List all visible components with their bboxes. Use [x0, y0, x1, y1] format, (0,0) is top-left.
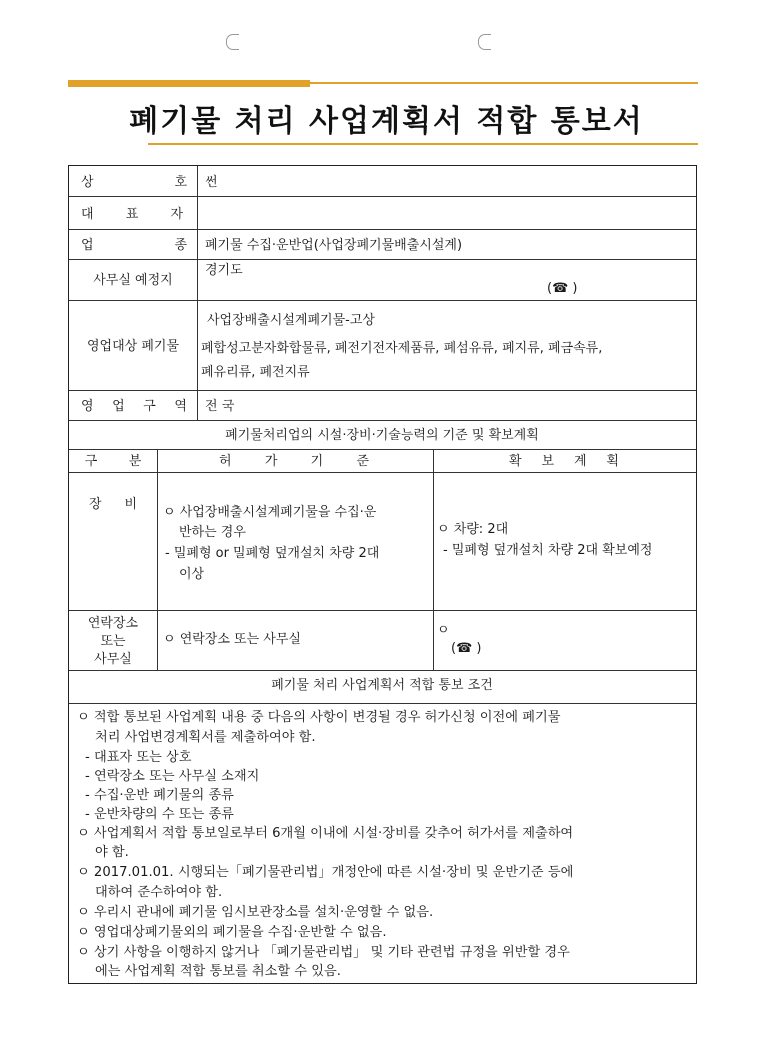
condition-line: ㅇ 사업계획서 적합 통보일로부터 6개월 이내에 시설·장비를 갖추어 허가서를 제출하여 [77, 826, 574, 841]
header-plan: 확 보 계 획 [509, 454, 619, 469]
company-value: 썬 [205, 175, 218, 190]
business-area-value: 전 국 [205, 399, 235, 414]
equipment-plan-line: ㅇ 차량: 2대 [437, 522, 509, 537]
office-label-line: 또는 [100, 634, 126, 649]
representative-label: 대 표 자 [81, 207, 183, 222]
business-area-label: 영 업 구 역 [81, 399, 187, 414]
condition-line: 처리 사업변경계획서를 제출하여야 함. [95, 730, 316, 745]
business-type-value: 폐기물 수집·운반업(사업장폐기물배출시설계) [205, 238, 463, 253]
header-permit: 허 가 기 준 [219, 454, 369, 469]
condition-line: 에는 사업계획 적합 통보를 취소할 수 있음. [95, 964, 341, 979]
punch-hole-left [226, 34, 239, 50]
office-permit: ㅇ 연락장소 또는 사무실 [163, 632, 301, 647]
company-label: 상 호 [81, 175, 187, 190]
equipment-permit-line: 이상 [179, 567, 205, 582]
equipment-permit-line: 반하는 경우 [179, 525, 246, 540]
condition-line: - 수집·운반 폐기물의 종류 [85, 788, 234, 803]
office-site-phone: (☎ ) [547, 281, 578, 296]
notice-form [68, 165, 697, 984]
condition-line: ㅇ 2017.01.01. 시행되는「폐기물관리법」개정안에 따른 시설·장비 및 운반기준 등에 [77, 865, 574, 880]
condition-line: ㅇ 적합 통보된 사업계획 내용 중 다음의 사항이 변경될 경우 허가신청 이전에 폐기물 [77, 710, 561, 725]
condition-line: ㅇ 영업대상폐기물외의 폐기물을 수집·운반할 수 없음. [77, 925, 387, 940]
condition-line: 야 함. [95, 845, 129, 860]
header-division: 구 분 [84, 454, 142, 469]
office-label-line: 연락장소 [87, 616, 139, 631]
target-waste-line: 폐합성고분자화합물류, 폐전기전자제품류, 폐섬유류, 폐지류, 폐금속류, [201, 341, 603, 356]
conditions-section-title: 폐기물 처리 사업계획서 적합 통보 조건 [271, 678, 493, 693]
document-title: 폐기물 처리 사업계획서 적합 통보서 [129, 104, 644, 139]
condition-line: - 운반차량의 수 또는 종류 [85, 807, 234, 822]
office-label-line: 사무실 [94, 652, 132, 667]
condition-line: 대하여 준수하여야 함. [95, 885, 223, 900]
office-site-address: 경기도 [205, 263, 243, 278]
target-waste-line: 폐유리류, 폐전지류 [201, 365, 310, 380]
office-plan-marker: ㅇ [437, 623, 450, 638]
title-underline [148, 143, 698, 145]
equipment-permit-line: ㅇ 사업장배출시설계폐기물을 수집·운 [163, 505, 377, 520]
accent-line [310, 82, 698, 84]
condition-line: ㅇ 우리시 관내에 폐기물 임시보관장소를 설치·운영할 수 없음. [77, 905, 434, 920]
accent-bar [68, 80, 310, 87]
punch-hole-right [478, 34, 491, 50]
business-type-label: 업 종 [81, 238, 187, 253]
equipment-permit-line: - 밀폐형 or 밀폐형 덮개설치 차량 2대 [165, 546, 380, 561]
equipment-label: 장 비 [89, 497, 137, 512]
equipment-plan-line: - 밀폐형 덮개설치 차량 2대 확보예정 [443, 543, 653, 558]
criteria-section-title: 폐기물처리업의 시설·장비·기술능력의 기준 및 확보계획 [225, 428, 539, 443]
office-site-label: 사무실 예정지 [93, 273, 173, 288]
condition-line: - 대표자 또는 상호 [85, 750, 192, 765]
target-waste-label: 영업대상 폐기물 [86, 339, 180, 354]
office-plan-phone: (☎ ) [451, 641, 482, 656]
target-waste-line: 사업장배출시설계폐기물-고상 [207, 313, 375, 328]
condition-line: ㅇ 상기 사항을 이행하지 않거나 「폐기물관리법」 및 기타 관련법 규정을 위반할 경우 [77, 945, 570, 960]
condition-line: - 연락장소 또는 사무실 소재지 [85, 769, 260, 784]
